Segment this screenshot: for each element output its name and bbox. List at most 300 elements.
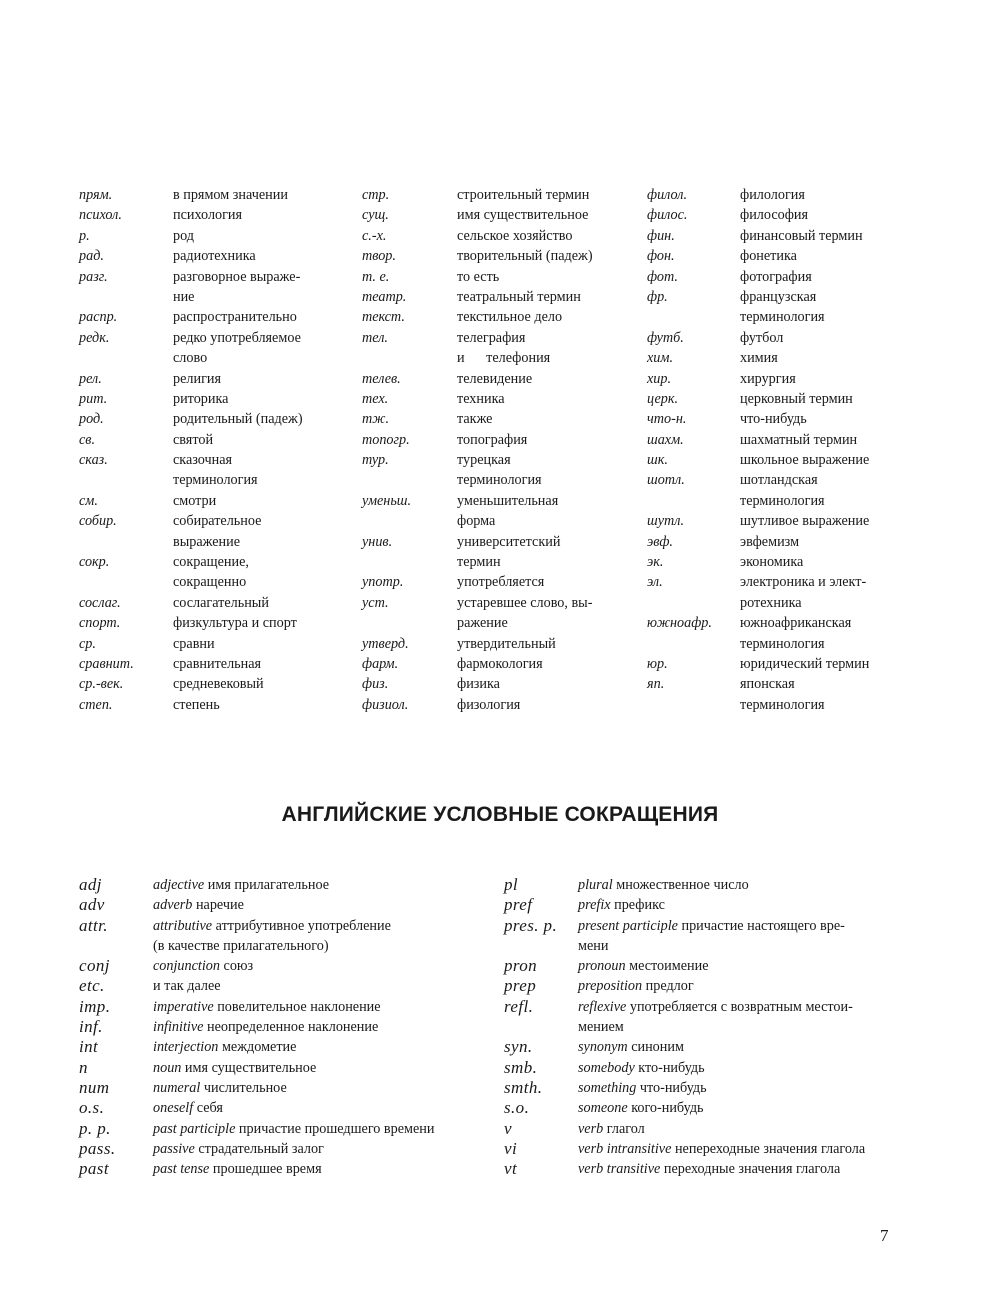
abbreviation-meaning: имя существительное bbox=[457, 207, 589, 224]
abbreviation-meaning: терминология bbox=[457, 472, 542, 489]
abbreviation-meaning: техника bbox=[457, 390, 505, 407]
page-number: 7 bbox=[880, 1226, 889, 1245]
abbreviation: унив. bbox=[362, 533, 393, 550]
abbreviation: сущ. bbox=[362, 207, 389, 224]
abbreviation-meaning: экономика bbox=[740, 554, 804, 571]
russian-translation: и так далее bbox=[153, 978, 221, 995]
abbreviation-row bbox=[362, 450, 593, 470]
abbreviation: фон. bbox=[647, 248, 675, 265]
abbreviation: физ. bbox=[362, 676, 389, 693]
abbreviation-row bbox=[647, 613, 869, 633]
abbreviation-row bbox=[362, 389, 593, 409]
abbreviation-meaning bbox=[578, 1159, 840, 1179]
abbreviation-row bbox=[79, 450, 303, 470]
abbreviation-meaning: физкультура и спорт bbox=[173, 615, 297, 632]
abbreviation-row bbox=[79, 369, 303, 389]
abbreviation-row bbox=[362, 369, 593, 389]
abbreviation-row bbox=[79, 552, 303, 572]
abbreviation-row bbox=[362, 185, 593, 205]
russian-translation: повелительное наклонение bbox=[213, 998, 381, 1015]
abbreviation-meaning: сельское хозяйство bbox=[457, 227, 573, 244]
abbreviation bbox=[647, 593, 740, 613]
english-term: past tense bbox=[153, 1161, 210, 1178]
abbreviation-meaning: японская bbox=[740, 676, 795, 693]
abbreviation-meaning bbox=[578, 875, 749, 895]
english-term: imperative bbox=[153, 998, 214, 1015]
abbreviation-meaning: эвфемизм bbox=[740, 533, 800, 550]
abbreviation-meaning bbox=[578, 1139, 865, 1159]
abbreviation-row bbox=[504, 1098, 865, 1118]
abbreviation-meaning bbox=[153, 1037, 296, 1057]
abbreviation-meaning bbox=[153, 895, 244, 915]
abbreviation-meaning: философия bbox=[740, 207, 809, 224]
abbreviation: т. е. bbox=[362, 268, 390, 285]
abbreviation: утверд. bbox=[362, 635, 409, 652]
abbreviation: фот. bbox=[647, 268, 678, 285]
abbreviation: s.o. bbox=[504, 1098, 530, 1118]
abbreviation-row bbox=[504, 875, 865, 895]
abbreviation-meaning: фонетика bbox=[740, 248, 797, 265]
russian-translation: имя существительное bbox=[181, 1059, 317, 1076]
abbreviation: тел. bbox=[362, 329, 388, 346]
abbreviation: o.s. bbox=[79, 1098, 105, 1118]
abbreviation-meaning: степень bbox=[173, 696, 220, 713]
abbreviation bbox=[647, 695, 740, 715]
abbreviation-row bbox=[647, 532, 869, 552]
abbreviation-row bbox=[79, 916, 434, 936]
abbreviation-meaning: турецкая bbox=[457, 452, 511, 469]
abbreviation: сравнит. bbox=[79, 655, 134, 672]
abbreviation-meaning: родительный (падеж) bbox=[173, 411, 303, 428]
abbreviation-meaning: употребляется bbox=[457, 574, 545, 591]
abbreviation-meaning bbox=[578, 1058, 705, 1078]
russian-translation: кто-нибудь bbox=[634, 1059, 705, 1076]
abbreviation: физиол. bbox=[362, 696, 409, 713]
abbreviation-row bbox=[647, 430, 869, 450]
abbreviation-row bbox=[647, 511, 869, 531]
abbreviation-meaning: уменьшительная bbox=[457, 492, 559, 509]
russian-translation: глагол bbox=[603, 1120, 645, 1137]
abbreviation-meaning: терминология bbox=[740, 492, 825, 509]
abbreviation: распр. bbox=[79, 309, 118, 326]
abbreviation-meaning: терминология bbox=[740, 696, 825, 713]
english-term: past participle bbox=[153, 1120, 236, 1137]
russian-translation: кого-нибудь bbox=[627, 1100, 704, 1117]
abbreviation bbox=[362, 552, 457, 572]
russian-abbreviations-column-3 bbox=[647, 185, 869, 715]
english-term: passive bbox=[153, 1140, 195, 1157]
abbreviation-meaning: южноафриканская bbox=[740, 615, 852, 632]
abbreviation: ср. bbox=[79, 635, 96, 652]
abbreviation-row bbox=[647, 491, 869, 511]
abbreviation-meaning bbox=[153, 1159, 322, 1179]
abbreviation-row bbox=[362, 430, 593, 450]
abbreviation-meaning bbox=[578, 997, 853, 1017]
abbreviation-meaning: школьное выражение bbox=[740, 452, 870, 469]
abbreviation: prep bbox=[504, 976, 537, 996]
abbreviation-row bbox=[79, 511, 303, 531]
abbreviation-row bbox=[647, 328, 869, 348]
russian-translation: употребляется с возвратным местои- bbox=[626, 998, 853, 1015]
abbreviation: твор. bbox=[362, 248, 396, 265]
abbreviation-row bbox=[362, 491, 593, 511]
abbreviation-row bbox=[79, 654, 303, 674]
abbreviation bbox=[504, 936, 578, 956]
abbreviation-meaning: сокращенно bbox=[173, 574, 247, 591]
abbreviation: хир. bbox=[647, 370, 672, 387]
english-term: infinitive bbox=[153, 1019, 204, 1036]
abbreviation-row bbox=[647, 409, 869, 429]
abbreviation: футб. bbox=[647, 329, 684, 346]
abbreviation-meaning bbox=[153, 916, 391, 936]
abbreviation bbox=[647, 634, 740, 654]
abbreviation: etc. bbox=[79, 976, 105, 996]
abbreviation-meaning bbox=[153, 1017, 378, 1037]
russian-abbreviations-column-2 bbox=[362, 185, 593, 715]
russian-translation: что-нибудь bbox=[636, 1079, 707, 1096]
abbreviation: с.-х. bbox=[362, 227, 387, 244]
abbreviation-meaning: религия bbox=[173, 370, 222, 387]
english-abbreviations-column-1 bbox=[79, 875, 434, 1179]
abbreviation-meaning: фотография bbox=[740, 268, 812, 285]
abbreviation: южноафр. bbox=[647, 615, 712, 632]
russian-translation: союз bbox=[219, 958, 254, 975]
abbreviation: vt bbox=[504, 1159, 518, 1179]
english-term: pronoun bbox=[578, 958, 626, 975]
abbreviation-meaning: французская bbox=[740, 288, 817, 305]
abbreviation: топогр. bbox=[362, 431, 410, 448]
abbreviation: стр. bbox=[362, 187, 390, 203]
abbreviation-row bbox=[504, 956, 865, 976]
abbreviation: attr. bbox=[79, 915, 108, 935]
abbreviation-row bbox=[79, 287, 303, 307]
abbreviation: тех. bbox=[362, 390, 389, 407]
abbreviation: syn. bbox=[504, 1037, 533, 1057]
russian-translation: себя bbox=[193, 1100, 223, 1117]
english-term: oneself bbox=[153, 1100, 194, 1117]
abbreviation-row bbox=[362, 532, 593, 552]
abbreviation-row bbox=[362, 695, 593, 715]
abbreviation-row bbox=[79, 205, 303, 225]
abbreviation-meaning bbox=[578, 1017, 624, 1037]
abbreviation-row bbox=[79, 1078, 434, 1098]
abbreviation-row bbox=[504, 1119, 865, 1139]
abbreviation: шахм. bbox=[647, 431, 684, 448]
abbreviation-meaning: выражение bbox=[173, 533, 241, 550]
abbreviation-meaning: род bbox=[173, 227, 194, 244]
abbreviation-row bbox=[79, 328, 303, 348]
english-term: present participle bbox=[578, 917, 678, 934]
english-term: verb transitive bbox=[578, 1161, 661, 1178]
english-abbreviations-column-2 bbox=[504, 875, 865, 1179]
abbreviation-row bbox=[504, 936, 865, 956]
abbreviation-row bbox=[647, 654, 869, 674]
abbreviation-meaning bbox=[578, 976, 694, 996]
abbreviation-meaning: электроника и элект- bbox=[740, 574, 867, 591]
abbreviation: pref bbox=[504, 895, 533, 915]
abbreviation-row bbox=[79, 532, 303, 552]
abbreviation-row bbox=[79, 389, 303, 409]
abbreviation-row bbox=[504, 1159, 865, 1179]
abbreviation: шк. bbox=[647, 452, 668, 469]
russian-translation: префикс bbox=[610, 897, 665, 914]
abbreviation-row bbox=[362, 205, 593, 225]
abbreviation-row bbox=[362, 226, 593, 246]
abbreviation-row bbox=[647, 389, 869, 409]
abbreviation-meaning: утвердительный bbox=[457, 635, 556, 652]
abbreviation: adv bbox=[79, 895, 105, 915]
abbreviation-meaning bbox=[153, 976, 221, 996]
abbreviation-meaning: риторика bbox=[173, 390, 229, 407]
abbreviation bbox=[79, 572, 173, 592]
russian-translation: причастие настоящего вре- bbox=[677, 917, 845, 934]
abbreviation-row bbox=[504, 1058, 865, 1078]
abbreviation-meaning: телеграфия bbox=[457, 329, 526, 346]
abbreviation-row bbox=[504, 1078, 865, 1098]
abbreviation-row bbox=[79, 307, 303, 327]
abbreviation-meaning: также bbox=[457, 411, 493, 428]
abbreviation-meaning: распространительно bbox=[173, 309, 297, 326]
abbreviation: рад. bbox=[79, 248, 104, 265]
abbreviation-row bbox=[79, 613, 303, 633]
abbreviation: род. bbox=[79, 411, 104, 428]
abbreviation-row bbox=[79, 572, 303, 592]
abbreviation-meaning: психология bbox=[173, 207, 243, 224]
abbreviation bbox=[362, 511, 457, 531]
abbreviation: уст. bbox=[362, 594, 389, 611]
abbreviation-meaning: терминология bbox=[173, 472, 258, 489]
abbreviation-row bbox=[79, 1058, 434, 1078]
abbreviation-row bbox=[362, 593, 593, 613]
abbreviation bbox=[79, 348, 173, 368]
abbreviation-row bbox=[79, 895, 434, 915]
abbreviation-row bbox=[79, 1139, 434, 1159]
abbreviation-row bbox=[79, 1159, 434, 1179]
abbreviation-meaning: текстильное дело bbox=[457, 309, 563, 326]
abbreviation-meaning bbox=[578, 916, 845, 936]
abbreviation-meaning: святой bbox=[173, 431, 214, 448]
abbreviation: pass. bbox=[79, 1138, 116, 1158]
abbreviation-row bbox=[79, 246, 303, 266]
abbreviation: хим. bbox=[647, 350, 673, 367]
abbreviation bbox=[504, 1017, 578, 1037]
abbreviation: уменьш. bbox=[362, 492, 412, 509]
abbreviation-row bbox=[79, 593, 303, 613]
abbreviation-row bbox=[362, 328, 593, 348]
abbreviation-meaning: редко употребляемое bbox=[173, 329, 301, 346]
abbreviation: тур. bbox=[362, 452, 389, 469]
abbreviation: рел. bbox=[79, 370, 102, 387]
russian-translation: числительное bbox=[200, 1079, 287, 1096]
abbreviation-meaning: радиотехника bbox=[173, 248, 256, 265]
abbreviation-meaning: сокращение, bbox=[173, 554, 249, 571]
abbreviation: яп. bbox=[647, 676, 665, 693]
abbreviation-meaning: фармокология bbox=[457, 655, 543, 672]
russian-translation: непереходные значения глагола bbox=[671, 1140, 866, 1157]
abbreviation-meaning bbox=[578, 1078, 707, 1098]
abbreviation-meaning: терминология bbox=[740, 635, 825, 652]
abbreviation: эк. bbox=[647, 554, 664, 571]
abbreviation: smb. bbox=[504, 1057, 538, 1077]
abbreviation-meaning bbox=[153, 1078, 287, 1098]
russian-translation: синоним bbox=[627, 1039, 684, 1056]
russian-translation: предлог bbox=[642, 978, 694, 995]
abbreviation: юр. bbox=[647, 655, 668, 672]
abbreviation-row bbox=[647, 226, 869, 246]
abbreviation-row bbox=[79, 409, 303, 429]
english-term: preposition bbox=[578, 978, 643, 995]
abbreviation-row bbox=[362, 511, 593, 531]
abbreviation-row bbox=[362, 674, 593, 694]
abbreviation: num bbox=[79, 1077, 110, 1097]
abbreviation-meaning: телевидение bbox=[457, 370, 533, 387]
abbreviation-meaning bbox=[153, 875, 329, 895]
abbreviation: smth. bbox=[504, 1077, 543, 1097]
abbreviation: употр. bbox=[362, 574, 404, 591]
abbreviation: спорт. bbox=[79, 615, 121, 632]
abbreviation-row bbox=[79, 695, 303, 715]
english-term: adjective bbox=[153, 877, 205, 893]
abbreviation-row bbox=[504, 1037, 865, 1057]
abbreviation: p. p. bbox=[79, 1118, 111, 1138]
english-term: conjunction bbox=[153, 958, 220, 975]
abbreviation-row bbox=[79, 875, 434, 895]
abbreviation: фарм. bbox=[362, 655, 399, 672]
abbreviation-row bbox=[79, 491, 303, 511]
abbreviation-meaning: сказочная bbox=[173, 452, 233, 469]
abbreviation-row bbox=[647, 695, 869, 715]
abbreviation-row bbox=[362, 572, 593, 592]
abbreviation-row bbox=[647, 470, 869, 490]
abbreviation-row bbox=[79, 1098, 434, 1118]
abbreviation-row bbox=[647, 450, 869, 470]
abbreviation-row bbox=[647, 369, 869, 389]
abbreviation: adj bbox=[79, 875, 102, 894]
abbreviation-row bbox=[79, 997, 434, 1017]
abbreviation: inf. bbox=[79, 1017, 103, 1037]
english-term: verb bbox=[578, 1120, 604, 1137]
abbreviation-meaning: хирургия bbox=[740, 370, 796, 387]
abbreviation: n bbox=[79, 1057, 88, 1077]
russian-translation: мени bbox=[578, 937, 609, 954]
abbreviation-row bbox=[647, 267, 869, 287]
abbreviation-meaning bbox=[153, 1058, 316, 1078]
abbreviation-row bbox=[362, 287, 593, 307]
abbreviation-row bbox=[647, 287, 869, 307]
abbreviation-meaning: творительный (падеж) bbox=[457, 248, 593, 265]
abbreviation-row bbox=[362, 246, 593, 266]
abbreviation-row bbox=[647, 552, 869, 572]
abbreviation-meaning: физика bbox=[457, 676, 500, 693]
abbreviation: шутл. bbox=[647, 513, 684, 530]
section-heading: АНГЛИЙСКИЕ УСЛОВНЫЕ СОКРАЩЕНИЯ bbox=[281, 803, 719, 826]
abbreviation-meaning: собирательное bbox=[173, 513, 262, 530]
russian-translation: междометие bbox=[218, 1039, 297, 1056]
abbreviation: фр. bbox=[647, 288, 668, 305]
abbreviation-row bbox=[79, 634, 303, 654]
russian-translation: страдательный залог bbox=[194, 1140, 324, 1157]
english-term: noun bbox=[153, 1059, 182, 1076]
abbreviation-row bbox=[647, 307, 869, 327]
abbreviation-meaning: термин bbox=[457, 554, 501, 571]
abbreviation-row bbox=[79, 956, 434, 976]
abbreviation bbox=[362, 613, 457, 633]
abbreviation-meaning: филология bbox=[740, 187, 805, 203]
english-term: prefix bbox=[578, 897, 611, 914]
english-term: interjection bbox=[153, 1039, 219, 1056]
abbreviation: шотл. bbox=[647, 472, 685, 489]
abbreviation-meaning: церковный термин bbox=[740, 390, 853, 407]
abbreviation-row bbox=[79, 674, 303, 694]
english-term: numeral bbox=[153, 1079, 201, 1096]
abbreviation-row bbox=[362, 348, 593, 368]
abbreviation bbox=[362, 470, 457, 490]
abbreviation-meaning bbox=[578, 1037, 684, 1057]
abbreviation-meaning: финансовый термин bbox=[740, 227, 863, 244]
abbreviation-meaning: устаревшее слово, вы- bbox=[457, 594, 593, 611]
russian-translation: множественное число bbox=[612, 877, 749, 893]
russian-translation: (в качестве прилагательного) bbox=[153, 937, 329, 954]
english-term: plural bbox=[578, 877, 613, 893]
abbreviation-meaning: шутливое выражение bbox=[740, 513, 870, 530]
abbreviation-row bbox=[647, 674, 869, 694]
abbreviation: pres. p. bbox=[504, 915, 558, 935]
abbreviation-row bbox=[362, 613, 593, 633]
abbreviation: собир. bbox=[79, 513, 117, 530]
abbreviation-meaning bbox=[578, 1119, 645, 1139]
abbreviation-row bbox=[647, 572, 869, 592]
abbreviation-meaning: химия bbox=[740, 350, 778, 367]
abbreviation: сказ. bbox=[79, 452, 108, 469]
abbreviation-row bbox=[79, 267, 303, 287]
abbreviation-row bbox=[504, 1139, 865, 1159]
abbreviation-row bbox=[362, 654, 593, 674]
abbreviation bbox=[79, 532, 173, 552]
abbreviation-meaning bbox=[153, 936, 329, 956]
abbreviation: тж. bbox=[362, 411, 389, 428]
abbreviation-row bbox=[79, 185, 303, 205]
abbreviation: pron bbox=[504, 956, 538, 976]
russian-translation: наречие bbox=[192, 897, 244, 914]
english-term: reflexive bbox=[578, 998, 627, 1015]
abbreviation-row bbox=[79, 430, 303, 450]
abbreviation-row bbox=[362, 470, 593, 490]
russian-translation: местоимение bbox=[625, 958, 709, 975]
abbreviation: int bbox=[79, 1037, 99, 1057]
abbreviation-meaning: разговорное выраже- bbox=[173, 268, 301, 285]
abbreviation: эвф. bbox=[647, 533, 673, 550]
abbreviation bbox=[647, 491, 740, 511]
abbreviation-row bbox=[647, 246, 869, 266]
abbreviation-meaning: сравни bbox=[173, 635, 215, 652]
english-term: somebody bbox=[578, 1059, 635, 1076]
abbreviation-row bbox=[647, 634, 869, 654]
abbreviation-meaning: в прямом значении bbox=[173, 187, 288, 203]
english-term: adverb bbox=[153, 897, 193, 914]
abbreviation: эл. bbox=[647, 574, 663, 591]
abbreviation-meaning bbox=[578, 895, 665, 915]
abbreviation: редк. bbox=[79, 329, 110, 346]
abbreviation: разг. bbox=[79, 268, 108, 285]
abbreviation-meaning bbox=[153, 997, 381, 1017]
abbreviation-row bbox=[504, 976, 865, 996]
abbreviation: филос. bbox=[647, 207, 688, 224]
abbreviation-meaning: ротехника bbox=[740, 594, 802, 611]
abbreviation-meaning: шотландская bbox=[740, 472, 818, 489]
abbreviation-meaning: ние bbox=[173, 288, 195, 305]
abbreviation-meaning: театральный термин bbox=[457, 288, 581, 305]
abbreviation: vi bbox=[504, 1138, 518, 1158]
